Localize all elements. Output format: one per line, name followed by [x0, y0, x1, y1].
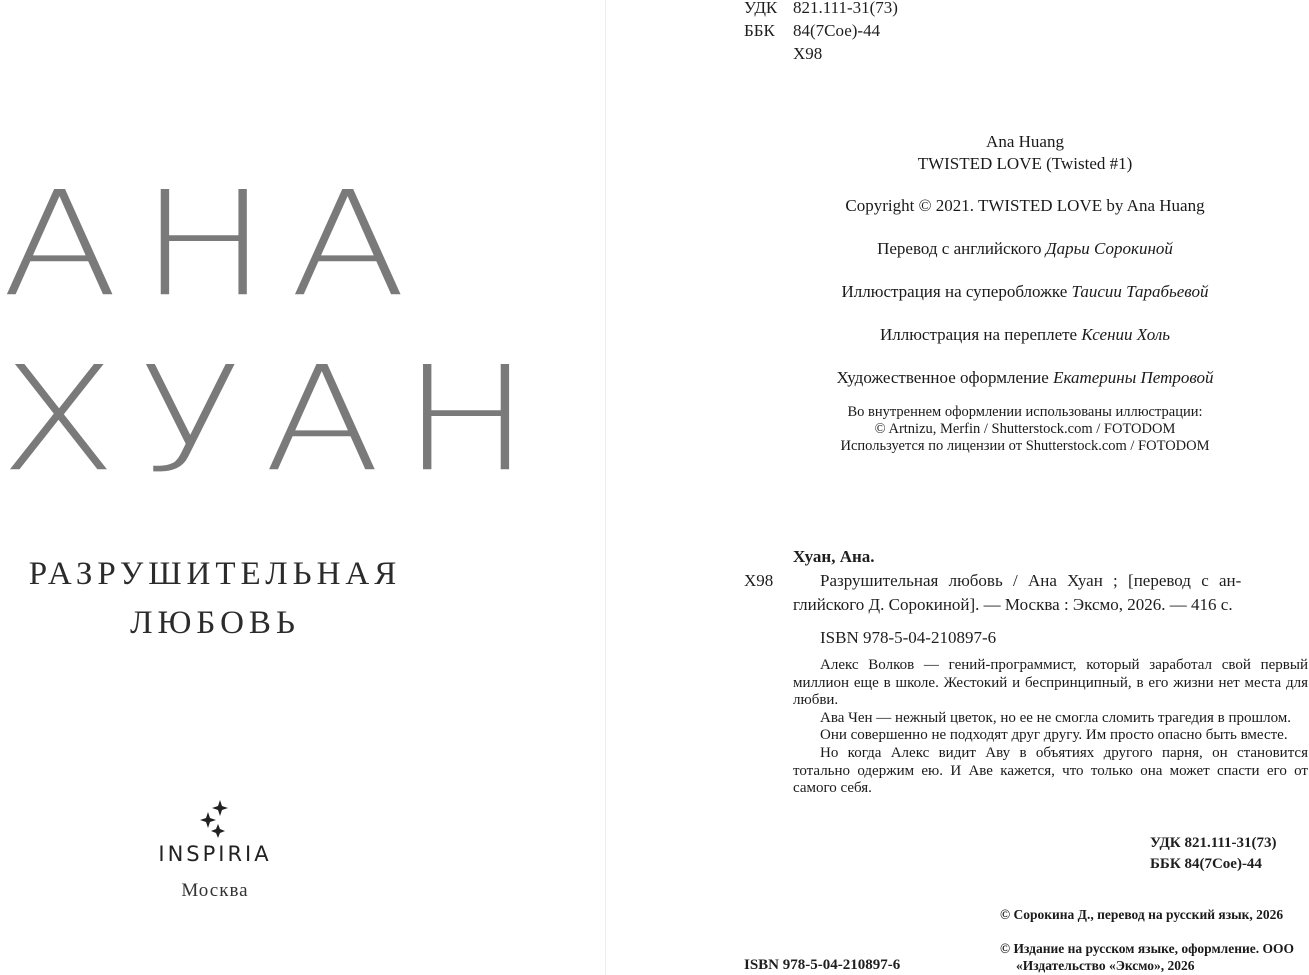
- copyright-translation: © Сорокина Д., перевод на русский язык, 2026: [1000, 907, 1284, 922]
- book-annotation: [793, 657, 1308, 798]
- catalog-sign: Х98: [744, 571, 774, 590]
- annotation-paragraph: Алекс Волков — гений-программист, который заработал свой первый миллион еще в школе. Жестокий и беспринципный, в его жизни нет места для любви.: [793, 657, 1308, 709]
- credit-name: Екатерины Петровой: [1053, 368, 1214, 387]
- book-title-line2: ЛЮБОВЬ: [130, 605, 300, 641]
- publisher-logo: INSPIRIA: [158, 842, 272, 866]
- annotation-paragraph: Ава Чен — нежный цветок, но ее не смогла сломить трагедия в прошлом.: [820, 709, 1292, 726]
- page-divider: [605, 0, 606, 975]
- catalog-line2: глийского Д. Сорокиной]. — Москва : Эксмо, 2026. — 416 с.: [793, 595, 1233, 614]
- sparkle-icon: [198, 800, 230, 840]
- credit-role: Иллюстрация на переплете: [879, 325, 1078, 344]
- annotation-paragraph: Но когда Алекс видит Аву в объятиях другого парня, он становится тотально одержим ею. И Аве кажется, что только она может спасти его от самого себя.: [793, 744, 1308, 797]
- footer-isbn: ISBN 978-5-04-210897-6: [744, 957, 901, 973]
- author-sign: Х98: [793, 44, 823, 63]
- udk-full: УДК 821.111-31(73): [1150, 835, 1277, 851]
- credit-name: Таисии Тарабьевой: [1071, 282, 1209, 301]
- book-title-line1: РАЗРУШИТЕЛЬНАЯ: [28, 556, 402, 592]
- credit-name: Ксении Холь: [1081, 325, 1171, 344]
- credit-binding-illustration: [760, 325, 1290, 345]
- credit-art-design: [760, 368, 1290, 388]
- catalog-author: Хуан, Ана.: [793, 547, 875, 566]
- credit-name: Дарьи Сорокиной: [1045, 239, 1173, 258]
- copyright-line: Copyright © 2021. TWISTED LOVE by Ana Huang: [845, 196, 1205, 215]
- illustrations-note-line1: Во внутреннем оформлении использованы иллюстрации:: [847, 404, 1203, 420]
- credit-role: Иллюстрация на суперобложке: [841, 282, 1068, 301]
- catalog-line1: Разрушительная любовь / Ана Хуан ; [перевод с ан-: [820, 571, 1242, 590]
- udk-label: УДК: [744, 0, 778, 17]
- catalog-isbn: ISBN 978-5-04-210897-6: [820, 628, 997, 647]
- bbk-full: ББК 84(7Сое)-44: [1150, 856, 1262, 872]
- credit-cover-illustration: [760, 282, 1290, 302]
- annotation-paragraph: Они совершенно не подходят друг другу. Им просто опасно быть вместе.: [820, 727, 1288, 744]
- copyright-edition: © Издание на русском языке, оформление. ООО «Издательство «Эксмо», 2026: [1000, 941, 1295, 973]
- credit-role: Художественное оформление: [836, 368, 1049, 387]
- original-title: TWISTED LOVE (Twisted #1): [917, 154, 1133, 173]
- bbk-label: ББК: [744, 21, 775, 40]
- publisher-city: Москва: [181, 880, 249, 901]
- illustrations-note-line3: Используется по лицензии от Shutterstock.com / FOTODOM: [840, 438, 1210, 454]
- author-first-name: АНА: [1, 160, 429, 330]
- illustrations-note-line2: © Artnizu, Merfin / Shutterstock.com / FOTODOM: [874, 421, 1176, 437]
- credit-role: Перевод с английского: [877, 239, 1042, 258]
- author-last-name: ХУАН: [0, 335, 553, 505]
- original-author: Ana Huang: [986, 132, 1064, 151]
- credit-translation: [760, 239, 1290, 259]
- udk-value: 821.111-31(73): [793, 0, 898, 17]
- bbk-value: 84(7Сое)-44: [793, 21, 881, 40]
